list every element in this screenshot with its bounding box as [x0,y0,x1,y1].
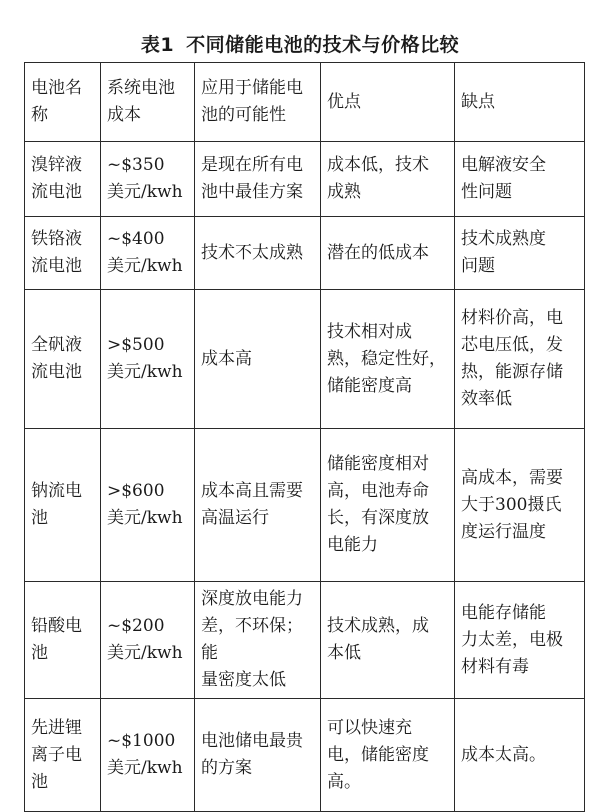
cell-advantages: 技术成熟，成 本低 [321,582,455,699]
cell-disadvantages: 高成本，需要 大于300摄氏 度运行温度 [455,429,585,582]
cell-advantages: 储能密度相对 高，电池寿命 长，有深度放 电能力 [321,429,455,582]
header-disadvantages: 缺点 [455,63,585,142]
table-caption [0,30,600,57]
cell-storage-feasibility: 技术不太成熟 [195,217,321,290]
cell-system-cost: >$600 美元/kwh [101,429,195,582]
cell-storage-feasibility: 电池储电最贵 的方案 [195,699,321,812]
header-battery-name: 电池名 称 [25,63,101,142]
table-title: 不同储能电池的技术与价格比较 [186,34,460,56]
table-row [25,699,585,812]
table-number: 表1 [140,34,175,56]
cell-battery-name: 全矾液 流电池 [25,290,101,429]
cell-storage-feasibility: 成本高 [195,290,321,429]
cell-disadvantages: 技术成熟度 问题 [455,217,585,290]
cell-battery-name: 溴锌液 流电池 [25,142,101,217]
cell-advantages: 潜在的低成本 [321,217,455,290]
cell-advantages: 成本低，技术 成熟 [321,142,455,217]
cell-disadvantages: 电能存储能 力太差，电极 材料有毒 [455,582,585,699]
table-header-row [25,63,585,142]
cell-storage-feasibility: 是现在所有电 池中最佳方案 [195,142,321,217]
cell-battery-name: 钠流电 池 [25,429,101,582]
cell-system-cost: ~$350 美元/kwh [101,142,195,217]
table-row [25,290,585,429]
cell-system-cost: ~$200 美元/kwh [101,582,195,699]
cell-disadvantages: 电解液安全 性问题 [455,142,585,217]
cell-battery-name: 铅酸电 池 [25,582,101,699]
header-storage-feasibility: 应用于储能电 池的可能性 [195,63,321,142]
cell-disadvantages: 成本太高。 [455,699,585,812]
table-row [25,582,585,699]
header-system-cost: 系统电池 成本 [101,63,195,142]
header-advantages: 优点 [321,63,455,142]
cell-battery-name: 铁铬液 流电池 [25,217,101,290]
table-row [25,217,585,290]
cell-advantages: 技术相对成 熟，稳定性好， 储能密度高 [321,290,455,429]
table-row [25,429,585,582]
cell-advantages: 可以快速充 电，储能密度 高。 [321,699,455,812]
table-row [25,142,585,217]
cell-system-cost: ~$400 美元/kwh [101,217,195,290]
cell-system-cost: >$500 美元/kwh [101,290,195,429]
cell-storage-feasibility: 成本高且需要 高温运行 [195,429,321,582]
cell-disadvantages: 材料价高，电 芯电压低，发 热，能源存储 效率低 [455,290,585,429]
battery-comparison-table [24,62,585,812]
cell-system-cost: ~$1000 美元/kwh [101,699,195,812]
cell-storage-feasibility: 深度放电能力 差，不环保；能 量密度太低 [195,582,321,699]
cell-battery-name: 先进锂 离子电 池 [25,699,101,812]
